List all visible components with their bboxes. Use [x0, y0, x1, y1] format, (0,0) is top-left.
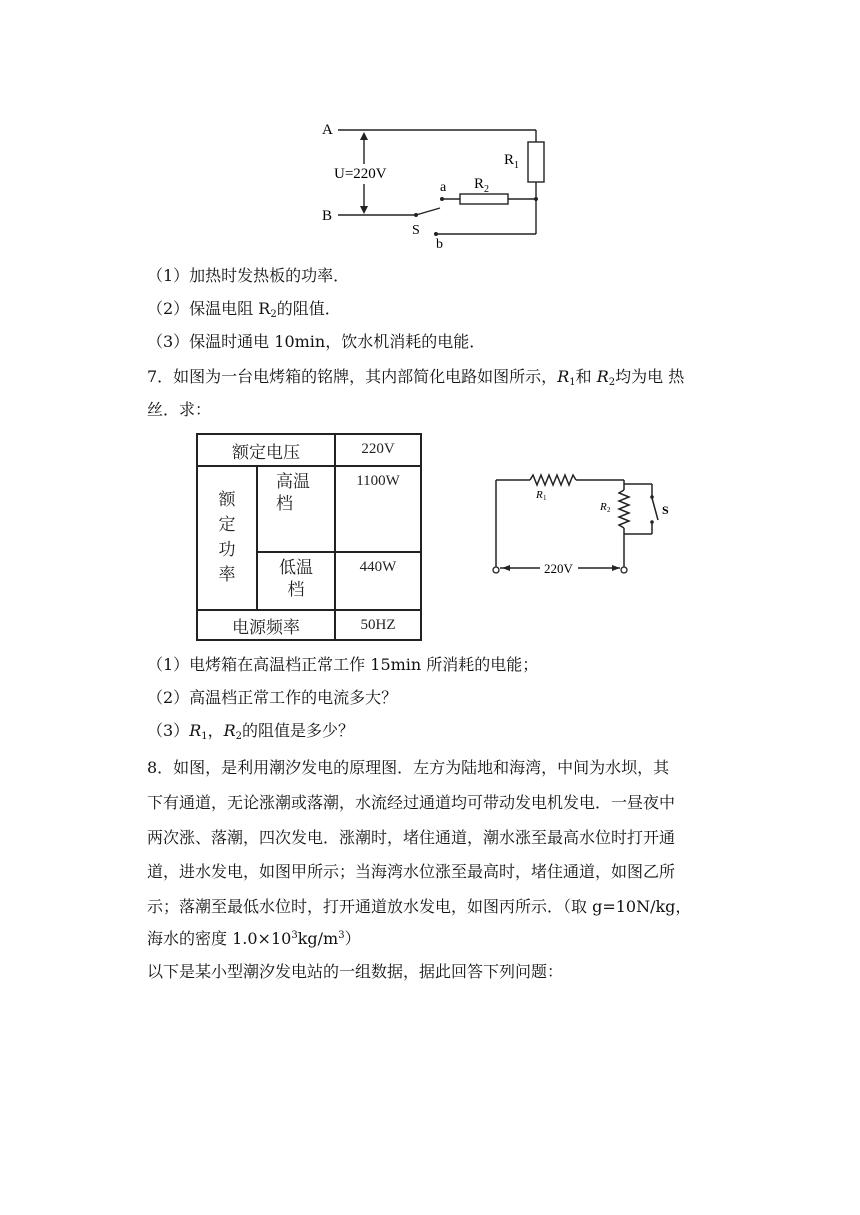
rated-voltage-label: 额定电压 — [197, 434, 335, 466]
oven-r2-label: R — [600, 501, 607, 513]
q7-item-3-prefix: （3） — [147, 721, 190, 740]
q7-r2-sub: 2 — [608, 377, 616, 388]
voltage-label: U=220V — [334, 166, 387, 182]
q8-density-unit-exp: 3 — [338, 930, 345, 941]
q6-item-1: （1）加热时发热板的功率． — [147, 266, 350, 285]
q7-stem-line-2: 丝．求： — [147, 400, 212, 419]
q7-item-3-r1: R — [189, 721, 202, 740]
switch-label: S — [412, 223, 420, 238]
q8-density-unit: kg/m — [297, 929, 339, 948]
frequency-label: 电源频率 — [197, 610, 335, 640]
q8-density-prefix: 海水的密度 1.0×10 — [147, 929, 292, 948]
oven-r1-label: R — [536, 489, 543, 501]
q7-stem-suffix: 均为电 热 — [615, 367, 685, 386]
q7-r1-sub: 1 — [569, 377, 576, 388]
high-gear-value: 1100W — [335, 466, 421, 552]
high-gear-label — [257, 466, 335, 552]
q7-stem-line-1 — [147, 366, 722, 388]
circuit-diagram-2 — [486, 468, 676, 586]
low-gear-text: 低温档 — [279, 558, 313, 600]
low-gear-value: 440W — [335, 552, 421, 610]
q8-line-6 — [147, 928, 722, 950]
q8-line-2: 下有通道，无论涨潮或落潮，水流经过通道均可带动发电机发电．一昼夜中 — [147, 793, 676, 812]
q7-item-3-r2: R — [223, 721, 236, 740]
q7-item-3-sep: ， — [207, 721, 224, 740]
q7-r1: R — [557, 367, 570, 386]
q8-line-1: 8．如图，是利用潮汐发电的原理图．左方为陆地和海湾，中间为水坝，其 — [147, 758, 670, 777]
q6-item-2-sub: 2 — [270, 309, 277, 320]
r1-subscript: 1 — [514, 160, 519, 171]
q7-item-3-r1-sub: 1 — [201, 731, 208, 742]
rated-voltage-value: 220V — [335, 434, 421, 466]
rated-power-text: 额定功率 — [218, 490, 236, 585]
r1-label: R — [504, 152, 515, 168]
q6-item-2-suffix: 的阻值． — [276, 299, 341, 318]
q7-stem-text: 7．如图为一台电烤箱的铭牌，其内部简化电路如图所示， — [147, 367, 558, 386]
q7-and: 和 — [575, 367, 592, 386]
r2-label: R — [474, 176, 485, 192]
q7-item-2: （2）高温档正常工作的电流多大？ — [147, 688, 398, 707]
q7-item-1: （1）电烤箱在高温档正常工作 15min 所消耗的电能； — [147, 655, 539, 674]
contact-b-label: b — [436, 237, 443, 252]
oven-switch-label: S — [662, 503, 669, 517]
oven-voltage-label: 220V — [544, 561, 573, 576]
q8-density-exp: 3 — [291, 930, 298, 941]
q6-item-2 — [147, 298, 722, 320]
contact-a-label: a — [440, 180, 447, 195]
q6-item-2-prefix: （2）保温电阻 R — [147, 299, 271, 318]
q7-item-3-suffix: 的阻值是多少？ — [242, 721, 355, 740]
q8-line-5: 示；落潮至最低水位时，打开通道放水发电，如图丙所示．（取 g=10N/kg， — [147, 897, 692, 916]
r2-subscript: 2 — [484, 184, 489, 195]
low-gear-label — [257, 552, 335, 610]
rated-power-label — [197, 466, 257, 610]
q7-item-3 — [147, 720, 722, 742]
high-gear-text: 高温档 — [276, 472, 310, 514]
label-b-terminal: B — [322, 208, 333, 224]
q8-line-3: 两次涨、落潮，四次发电．涨潮时，堵住通道，潮水涨至最高水位时打开通 — [147, 828, 676, 847]
label-a-terminal: A — [322, 122, 333, 138]
q7-r2: R — [596, 367, 609, 386]
q7-item-3-r2-sub: 2 — [235, 731, 243, 742]
q6-item-3: （3）保温时通电 10min，饮水机消耗的电能． — [147, 332, 486, 351]
q8-density-suffix: ） — [344, 929, 361, 948]
oven-r1-sub: 1 — [543, 494, 547, 502]
q8-line-4: 道，进水发电，如图甲所示；当海湾水位涨至最高时，堵住通道，如图乙所 — [147, 862, 676, 881]
circuit-diagram-1 — [318, 116, 548, 252]
frequency-value: 50HZ — [335, 610, 421, 640]
oven-r2-sub: 2 — [607, 506, 611, 514]
q8-intro: 以下是某小型潮汐发电站的一组数据，据此回答下列问题： — [147, 962, 564, 981]
nameplate-table — [196, 433, 422, 641]
